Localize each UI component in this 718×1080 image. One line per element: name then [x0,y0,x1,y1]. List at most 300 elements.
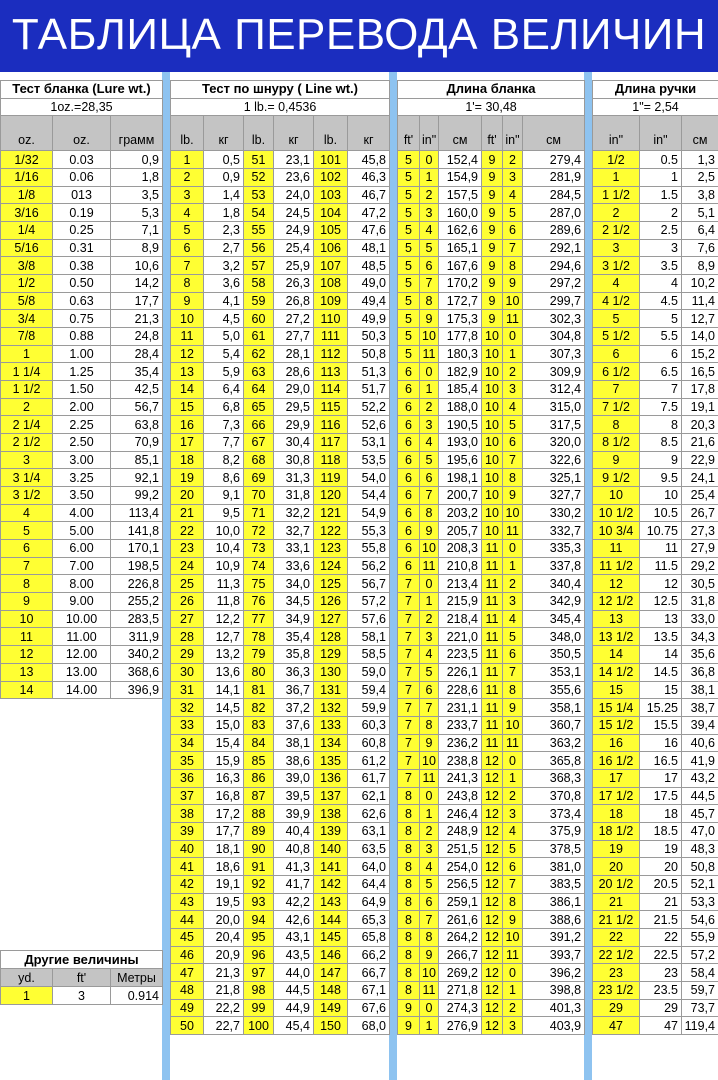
table-cell: 118 [314,451,348,469]
table-row [398,345,585,363]
table-cell: 11 [640,540,682,558]
table-cell: 6 [398,434,420,452]
table-row [593,557,718,575]
table-row [398,999,585,1017]
table-cell: 35,8 [274,646,314,664]
table-row [1,345,163,363]
table-cell: 1 1/2 [1,381,53,399]
table-cell: 5,0 [204,328,244,346]
table-cell: 6 [398,363,420,381]
table-cell: 7 [420,487,439,505]
table-cell: 12,7 [682,310,718,328]
table-cell: 9 [482,275,503,293]
table-cell: 12 [482,946,503,964]
table-cell: 24,9 [274,222,314,240]
table-cell: 3 1/2 [593,257,640,275]
table-cell: 198,1 [439,469,482,487]
table-cell: 9 [482,204,503,222]
table-cell: 93 [244,893,274,911]
table-row [398,310,585,328]
table-row [171,451,390,469]
table-row [1,222,163,240]
table-cell: 215,9 [439,593,482,611]
table-cell: 48,5 [348,257,390,275]
table-cell: 12 [482,911,503,929]
table-cell: 0.63 [53,292,111,310]
table-cell: 28 [171,628,204,646]
table-cell: 7/8 [1,328,53,346]
table-cell: 66,7 [348,964,390,982]
table-cell: 39,5 [274,787,314,805]
table-cell: 41,7 [274,875,314,893]
table-cell: 89 [244,822,274,840]
table-cell: 19 [640,840,682,858]
table-cell: 10 [593,487,640,505]
table-cell: 10,6 [111,257,163,275]
table-row [398,946,585,964]
table-cell: 46 [171,946,204,964]
table-cell: 73 [244,540,274,558]
table-row [593,540,718,558]
table-cell: 11,8 [204,593,244,611]
column-header: кг [348,116,390,151]
table-cell: 11 [503,522,523,540]
table-cell: 7 [398,699,420,717]
table-cell: 20,3 [682,416,718,434]
table-cell: 11 [482,716,503,734]
table-cell: 10 [420,752,439,770]
table-cell: 16.5 [640,752,682,770]
table-cell: 62,1 [348,787,390,805]
table-cell: 36,7 [274,681,314,699]
table-cell: 393,7 [523,946,585,964]
table-row [398,928,585,946]
table-row [171,858,390,876]
blank-column-headers [398,116,585,151]
table-cell: 3,5 [111,186,163,204]
table-cell: 9 [482,310,503,328]
table-cell: 5,4 [204,345,244,363]
table-row [171,416,390,434]
table-cell: 10 [482,451,503,469]
table-cell: 1.50 [53,381,111,399]
table-cell: 312,4 [523,381,585,399]
table-cell: 39,4 [682,716,718,734]
table-cell: 5/16 [1,239,53,257]
table-cell: 5 [398,345,420,363]
table-cell: 1.00 [53,345,111,363]
table-cell: 27,7 [274,328,314,346]
table-row [398,522,585,540]
table-cell: 37,6 [274,716,314,734]
table-cell: 182,9 [439,363,482,381]
table-row [398,186,585,204]
table-cell: 7 [503,663,523,681]
table-row [1,610,163,628]
table-row [171,593,390,611]
table-cell: 7 [398,663,420,681]
table-cell: 9 [398,1017,420,1035]
table-cell: 0 [503,328,523,346]
line-weight-body [171,81,390,1035]
table-cell: 24,5 [274,204,314,222]
table-row [593,911,718,929]
table-cell: 139 [314,822,348,840]
table-cell: 33,1 [274,540,314,558]
table-cell: 16,3 [204,769,244,787]
table-cell: 5/8 [1,292,53,310]
table-cell: 1 [420,381,439,399]
table-cell: 236,2 [439,734,482,752]
table-cell: 26,8 [274,292,314,310]
table-cell: 81 [244,681,274,699]
table-cell: 39 [171,822,204,840]
table-cell: 0,9 [204,169,244,187]
table-cell: 10 [482,504,503,522]
table-cell: 57,2 [348,593,390,611]
table-cell: 108 [314,275,348,293]
table-cell: 5 [640,310,682,328]
table-cell: 378,5 [523,840,585,858]
separator-3 [584,72,592,1080]
table-row [593,893,718,911]
table-cell: 90 [244,840,274,858]
table-cell: 1.5 [640,186,682,204]
table-row [171,752,390,770]
table-cell: 264,2 [439,928,482,946]
table-cell: 11 [420,769,439,787]
table-cell: 2 [593,204,640,222]
table-cell: 6 [398,398,420,416]
table-row [1,557,163,575]
table-cell: 12 [482,999,503,1017]
table-cell: 78 [244,628,274,646]
table-row [1,540,163,558]
table-cell: 7 [420,275,439,293]
table-cell: 2,7 [204,239,244,257]
table-row [1,381,163,399]
table-cell: 150 [314,1017,348,1035]
table-cell: 396,2 [523,964,585,982]
table-cell: 7 [171,257,204,275]
table-cell: 255,2 [111,593,163,611]
table-cell: 157,5 [439,186,482,204]
table-cell: 350,5 [523,646,585,664]
table-row [1,239,163,257]
table-cell: 3 [420,840,439,858]
table-cell: 21 [171,504,204,522]
table-row [171,151,390,169]
table-cell: 34,9 [274,610,314,628]
table-cell: 4 [420,222,439,240]
table-cell: 3 [503,1017,523,1035]
table-cell: 2 [420,610,439,628]
table-cell: 0.75 [53,310,111,328]
table-cell: 114 [314,381,348,399]
table-cell: 42,2 [274,893,314,911]
table-cell: 198,5 [111,557,163,575]
table-cell: 41,3 [274,858,314,876]
table-cell: 8,9 [682,257,718,275]
column-header: lb. [171,116,204,151]
table-row [398,540,585,558]
column-header: кг [274,116,314,151]
table-cell: 16,5 [682,363,718,381]
table-cell: 2 [503,363,523,381]
table-cell: 348,0 [523,628,585,646]
table-cell: 5 [398,275,420,293]
table-row [171,310,390,328]
table-cell: 8 [1,575,53,593]
table-cell: 241,3 [439,769,482,787]
table-cell: 16 [640,734,682,752]
table-row [398,593,585,611]
table-cell: 226,1 [439,663,482,681]
table-cell: 4,1 [204,292,244,310]
table-cell: 401,3 [523,999,585,1017]
table-cell: 22.5 [640,946,682,964]
table-cell: 11 [1,628,53,646]
table-cell: 0.5 [640,151,682,169]
table-cell: 11 [503,946,523,964]
table-cell: 4.00 [53,504,111,522]
table-row [593,981,718,999]
lure-weight-body [1,81,163,699]
table-cell: 14 [1,681,53,699]
table-cell: 34 [171,734,204,752]
table-cell: 10 [640,487,682,505]
table-cell: 1 [503,345,523,363]
table-cell: 87 [244,787,274,805]
table-cell: 53,1 [348,434,390,452]
table-cell: 7 [398,593,420,611]
table-cell: 14.00 [53,681,111,699]
table-cell: 396,9 [111,681,163,699]
table-cell: 10 [482,522,503,540]
table-cell: 1,8 [204,204,244,222]
table-cell: 17 [593,769,640,787]
table-row [171,398,390,416]
table-cell: 302,3 [523,310,585,328]
table-cell: 125 [314,575,348,593]
table-cell: 64,9 [348,893,390,911]
table-cell: 16 [593,734,640,752]
table-cell: 60,8 [348,734,390,752]
table-cell: 115 [314,398,348,416]
table-cell: 56 [244,239,274,257]
table-cell: 2.00 [53,398,111,416]
table-cell: 365,8 [523,752,585,770]
table-cell: 1/2 [593,151,640,169]
table-row [398,681,585,699]
handle-section-title: Длина ручки [593,81,718,99]
table-row [398,275,585,293]
lure-section-title: Тест бланка (Lure wt.) [1,81,163,99]
table-row [593,699,718,717]
table-cell: 1 [420,593,439,611]
table-cell: 20.5 [640,875,682,893]
table-cell: 34,0 [274,575,314,593]
table-cell: 2.25 [53,416,111,434]
table-cell: 37,2 [274,699,314,717]
table-cell: 15 [171,398,204,416]
table-cell: 7 [398,610,420,628]
table-row [593,151,718,169]
table-cell: 165,1 [439,239,482,257]
table-cell: 9 1/2 [593,469,640,487]
table-cell: 49,9 [348,310,390,328]
table-cell: 30,5 [682,575,718,593]
table-row [593,805,718,823]
table-cell: 160,0 [439,204,482,222]
table-row [593,169,718,187]
table-row [398,734,585,752]
table-cell: 10,0 [204,522,244,540]
table-cell: 113 [314,363,348,381]
table-cell: 8.00 [53,575,111,593]
table-cell: 20 [593,858,640,876]
table-cell: 94 [244,911,274,929]
table-cell: 10 [482,345,503,363]
table-row [593,363,718,381]
table-row [398,557,585,575]
table-cell: 19 [171,469,204,487]
table-row [1,575,163,593]
table-cell: 11 [482,646,503,664]
table-cell: 70,9 [111,434,163,452]
table-cell: 14,2 [111,275,163,293]
table-cell: 11 [420,345,439,363]
table-row [593,858,718,876]
table-cell: 29,0 [274,381,314,399]
table-cell: 138 [314,805,348,823]
table-cell: 15,2 [682,345,718,363]
handle-title-row [593,81,718,99]
table-cell: 149 [314,999,348,1017]
table-row [593,822,718,840]
table-cell: 10 [420,328,439,346]
table-row [398,487,585,505]
table-cell: 4 [593,275,640,293]
table-cell: 10 1/2 [593,504,640,522]
table-cell: 11 [503,310,523,328]
table-cell: 12 [482,858,503,876]
table-cell: 12 [482,840,503,858]
table-cell: 10.5 [640,504,682,522]
table-cell: 52,1 [682,875,718,893]
table-cell: 68,0 [348,1017,390,1035]
table-cell: 3 [171,186,204,204]
table-cell: 013 [53,186,111,204]
table-row [171,646,390,664]
table-row [171,1017,390,1035]
table-row [171,769,390,787]
table-cell: 0.03 [53,151,111,169]
table-cell: 141,8 [111,522,163,540]
table-cell: 11.5 [640,557,682,575]
handle-column-headers [593,116,718,151]
table-row [398,699,585,717]
table-cell: 65,3 [348,911,390,929]
other-header-yd: yd. [1,969,53,987]
table-row [398,451,585,469]
table-cell: 9 [482,222,503,240]
table-cell: 23 [640,964,682,982]
table-cell: 47,0 [682,822,718,840]
line-column-headers [171,116,390,151]
table-cell: 13,6 [204,663,244,681]
table-cell: 8.5 [640,434,682,452]
table-cell: 17,8 [682,381,718,399]
table-cell: 322,6 [523,451,585,469]
table-cell: 2 [1,398,53,416]
table-cell: 100 [244,1017,274,1035]
table-cell: 3 [503,805,523,823]
table-cell: 48,3 [682,840,718,858]
table-cell: 7 [398,734,420,752]
table-cell: 32,2 [274,504,314,522]
table-cell: 9.5 [640,469,682,487]
table-row [1,292,163,310]
table-cell: 59,9 [348,699,390,717]
table-cell: 1 [420,805,439,823]
table-cell: 73,7 [682,999,718,1017]
table-row [171,610,390,628]
table-cell: 8 [398,981,420,999]
table-cell: 1 [503,557,523,575]
other-units-title: Другие величины [1,951,163,969]
table-cell: 64,4 [348,875,390,893]
column-header: in" [640,116,682,151]
table-cell: 10 [482,328,503,346]
table-cell: 200,7 [439,487,482,505]
table-cell: 15,0 [204,716,244,734]
table-cell: 55 [244,222,274,240]
table-cell: 51 [244,151,274,169]
table-cell: 8 [640,416,682,434]
table-cell: 6 [398,522,420,540]
table-cell: 59,0 [348,663,390,681]
table-cell: 9 [482,239,503,257]
lure-weight-table [0,80,163,699]
table-row [398,769,585,787]
table-cell: 8 [398,840,420,858]
table-row [171,434,390,452]
table-cell: 21 1/2 [593,911,640,929]
table-cell: 11 [482,734,503,752]
table-cell: 1 [503,769,523,787]
table-row [398,1017,585,1035]
table-cell: 4 [1,504,53,522]
table-cell: 4 [503,610,523,628]
table-row [398,575,585,593]
table-cell: 7 [398,628,420,646]
table-row [593,451,718,469]
table-cell: 35,4 [111,363,163,381]
table-row [398,663,585,681]
table-row [171,204,390,222]
table-cell: 63,8 [111,416,163,434]
table-row [171,575,390,593]
table-cell: 29 [640,999,682,1017]
table-cell: 27 [171,610,204,628]
table-row [398,911,585,929]
table-cell: 266,7 [439,946,482,964]
table-cell: 21 [640,893,682,911]
blank-conversion-factor: 1'= 30,48 [398,98,585,116]
table-cell: 8 [420,504,439,522]
column-header: см [523,116,585,151]
